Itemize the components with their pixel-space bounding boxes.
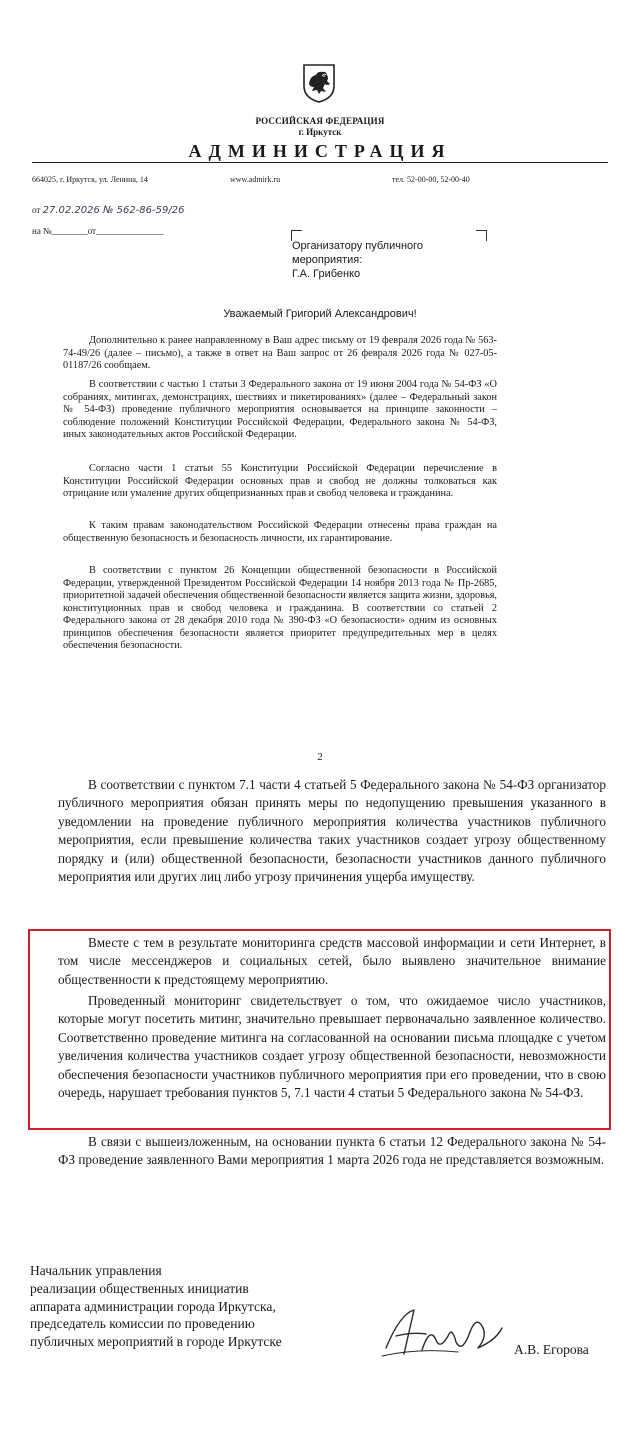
addressee-name: Г.А. Грибенко [292,268,361,280]
body-paragraph: Согласно части 1 статьи 55 Конституции Российской Федерации перечисление в Конституции Российской Федерации основных прав и свобод не должны толковаться как отрицание или умаление других общепризнанных прав и свобод человека и гражданина. [63,463,497,499]
outgoing-reference [32,205,184,216]
coat-of-arms-icon [301,62,337,104]
position-line: аппарата администрации города Иркутска, [30,1298,276,1314]
header-phone: тел. 52-00-00, 52-00-40 [392,175,470,184]
reference-prefix: от [32,205,41,215]
addressee-line: Организатору публичного [292,240,424,252]
page-number: 2 [317,751,323,763]
body-paragraph: В соответствии с пунктом 26 Концепции общественной безопасности в Российской Федерации, утвержденной Президентом Российской Федерации 14 ноября 2013 года № Пр-2685, приоритетной задачей обеспечения общественной безопасности является защита жизни, здоровья, конституционных прав и свобод человека и гражданина. В соответствии со статьей 2 Федерального закона от 28 декабря 2010 года № 390-ФЗ «О безопасности» одним из основных принципов обеспечения безопасности является приоритет предупредительных мер в целях обеспечения безопасности. [63,565,497,651]
addressee-line: мероприятия: [292,254,363,266]
body-paragraph: В связи с вышеизложенным, на основании пункта 6 статьи 12 Федерального закона № 54-ФЗ проведение заявленного Вами мероприятия 1 марта 2026 года не представляется возможным. [58,1134,606,1168]
header-city: г. Иркутск [298,127,342,137]
incoming-reference: на №________от_______________ [32,226,164,236]
position-line: Начальник управления [30,1263,162,1278]
header-divider [32,162,608,163]
position-line: публичных мероприятий в городе Иркутске [30,1334,282,1350]
reference-handwritten-number: 27.02.2026 № 562-86-59/26 [42,205,185,216]
position-line: председатель комиссии по проведению [30,1316,255,1332]
handwritten-signature [378,1296,508,1366]
signatory-position [30,1262,282,1351]
salutation: Уважаемый Григорий Александрович! [223,308,417,320]
header-administration: АДМИНИСТРАЦИЯ [188,141,452,161]
header-address: 664025, г. Иркутск, ул. Ленина, 14 [32,175,148,184]
position-line: реализации общественных инициатив [30,1280,249,1296]
header-website: www.admirk.ru [230,175,281,184]
highlight-frame [28,929,611,1130]
header-country: РОССИЙСКАЯ ФЕДЕРАЦИЯ [255,116,385,126]
body-paragraph: Вместе с тем в результате мониторинга средств массовой информации и сети Интернет, в том числе мессенджеров и социальных сетей, было выявлено значительное внимание общественности к предстоящему мероприятию. [58,935,606,987]
body-paragraph: Дополнительно к ранее направленному в Ваш адрес письму от 19 февраля 2026 года № 563-74-49/26 (далее – письмо), а также в ответ на Ваш запрос от 26 февраля 2026 года № 027-05-01187/26 сообщаем. [63,335,497,371]
body-paragraph: В соответствии с пунктом 7.1 части 4 статьей 5 Федерального закона № 54-ФЗ организатор публичного мероприятия обязан принять меры по недопущению превышения указанного в уведомлении на проведение публичного мероприятия количества участников публичного мероприятия, если превышение количества таких участников создает угрозу общественному порядку и (или) общественной безопасности, безопасности участников данного публичного мероприятия или других лиц либо угрозу причинения ущерба имуществу. [58,777,606,885]
body-paragraph: В соответствии с частью 1 статьи 3 Федерального закона от 19 июня 2004 года № 54-ФЗ «О собраниях, митингах, демонстрациях, шествиях и пикетированиях» (далее – Федеральный закон № 54-ФЗ) проведение публичного мероприятия основывается на принципе законности – соблюдение положений Конституции Российской Федерации, Федерального закона № 54-ФЗ, иных законодательных актов Российской Федерации. [63,379,497,440]
signatory-name: А.В. Егорова [514,1342,589,1357]
body-paragraph: Проведенный мониторинг свидетельствует о том, что ожидаемое число участников, которые могут посетить митинг, значительно превышает первоначально заявленное количество. Соответственно проведение митинга на согласованной на основании письма площадке с учетом увеличения количества участников создает угрозу общественной безопасности, невозможности обеспечения безопасности участников публичного мероприятия при его проведении, что в свою очередь, нарушает требования пунктов 5, 7.1 части 4 статьи 5 Федерального закона № 54-ФЗ. [58,993,606,1101]
body-paragraph: К таким правам законодательством Российской Федерации отнесены права граждан на общественную безопасность и безопасность личности, их гарантирование. [63,520,497,544]
addressee-block [292,239,512,281]
